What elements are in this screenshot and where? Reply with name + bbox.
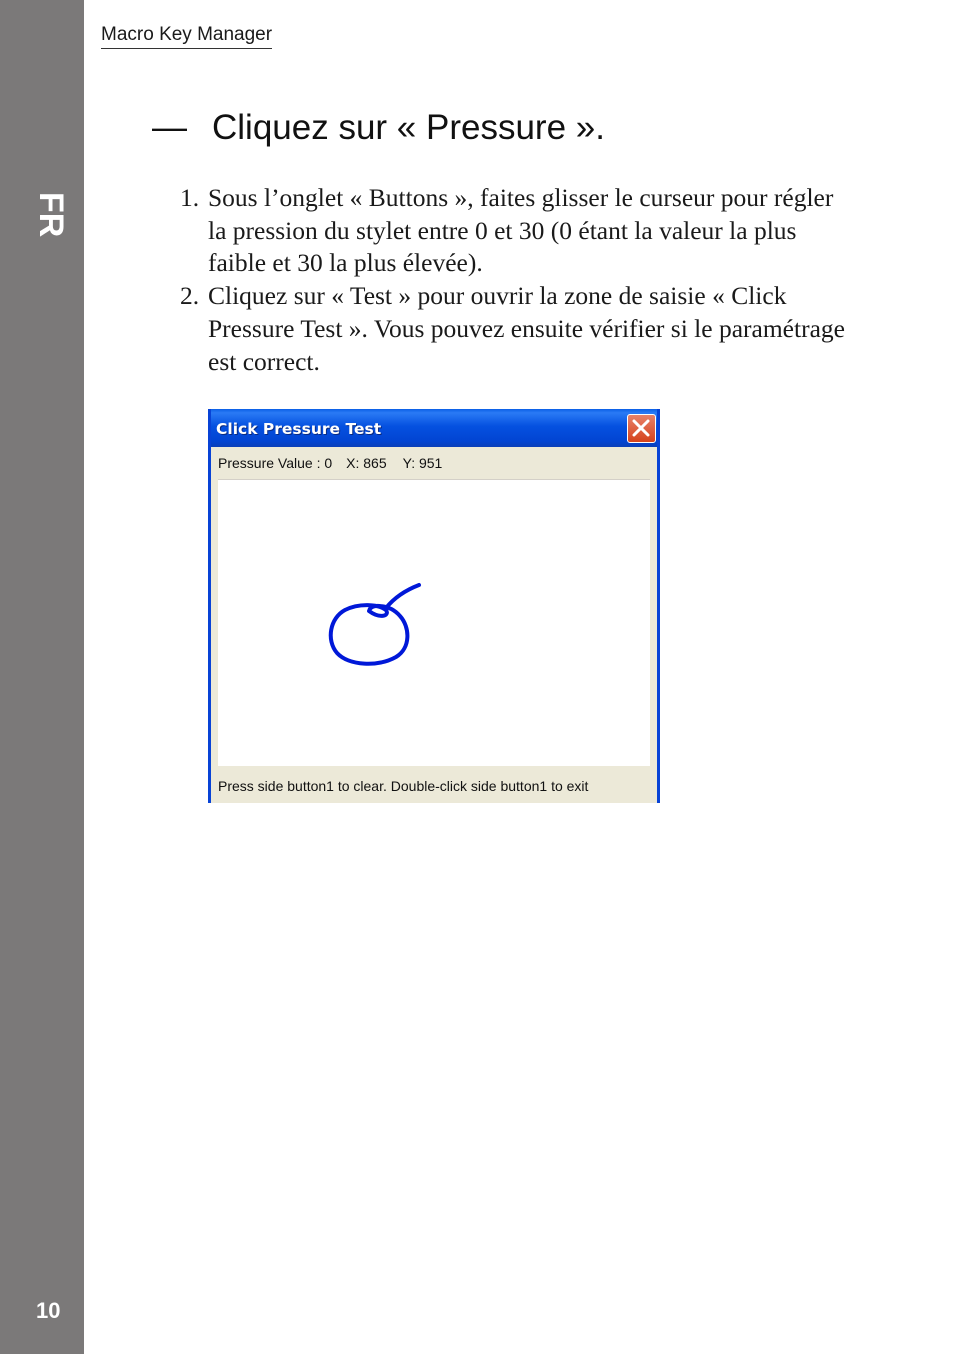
language-tab: FR [32,192,70,238]
step-text: Sous l’onglet « Buttons », faites glisser le curseur pour régler la pression du stylet entre 0 et 30 (0 étant la valeur la plus faible et 30 la plus élevée). [208,183,834,278]
list-item [180,280,850,378]
y-coordinate: Y: 951 [402,455,443,471]
steps-list [180,182,850,378]
close-button[interactable] [627,414,656,443]
step-text: Cliquez sur « Test » pour ouvrir la zone de saisie « Click Pressure Test ». Vous pouvez ensuite vérifier si le paramétrage est correct. [208,281,845,376]
step-number: 2. [180,281,200,311]
close-x-icon [632,419,650,437]
heading-text: Cliquez sur « Pressure ». [212,108,605,147]
pressure-status [218,455,442,471]
pressure-value: Pressure Value : 0 [218,455,333,471]
footer-hint: Press side button1 to clear. Double-click side button1 to exit [218,778,589,794]
dialog-title: Click Pressure Test [216,420,382,438]
click-pressure-test-dialog [208,409,660,803]
heading-dash: — [152,108,187,147]
section-heading [152,108,605,148]
side-bar [0,0,84,1354]
dialog-titlebar[interactable] [208,409,660,447]
step-number: 1. [180,183,200,212]
x-coordinate: X: 865 [346,455,387,471]
page-number: 10 [36,1298,61,1323]
list-item [180,182,850,280]
drawing-canvas[interactable] [218,479,650,766]
running-header: Macro Key Manager [101,24,272,49]
pen-stroke-drawing [218,480,650,766]
